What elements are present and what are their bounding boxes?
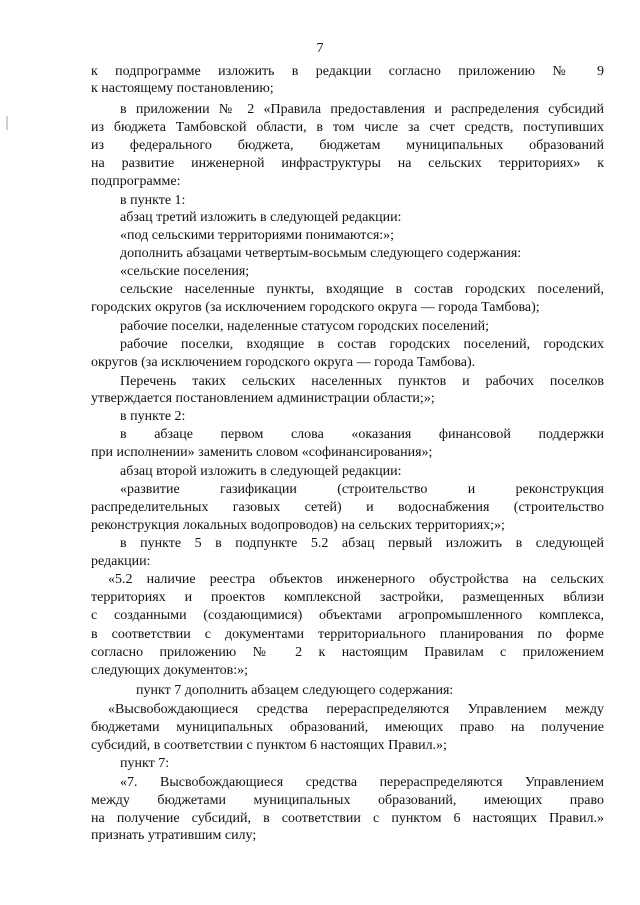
paragraph-line: на развитие инженерной инфраструктуры на сельских территориях» к: [91, 156, 604, 171]
paragraph-line: распределительных газовых сетей) и водоснабжения (строительство: [91, 500, 604, 515]
paragraph-line: на получение субсидий, в соответствии с пунктом 6 настоящих Правил.»: [91, 811, 604, 826]
paragraph-line: редакции:: [91, 554, 151, 569]
paragraph-line: при исполнении» заменить словом «софинансирования»;: [91, 445, 433, 460]
paragraph-line: из федерального бюджета, бюджетам муниципальных образований: [91, 138, 604, 153]
paragraph-line: Перечень таких сельских населенных пунктов и рабочих поселков: [120, 374, 604, 389]
paragraph-line: бюджетами муниципальных образований, имеющих право на получение: [91, 720, 604, 735]
paragraph-line: в пункте 5 в подпункте 5.2 абзац первый изложить в следующей: [120, 536, 604, 551]
paragraph-line: «Высвобождающиеся средства перераспределяются Управлением между: [108, 702, 604, 717]
paragraph-line: согласно приложению № 2 к настоящим Правилам с приложением: [91, 645, 604, 660]
paragraph-line: округов (за исключением городского округа — города Тамбова).: [91, 355, 476, 370]
paragraph-line: между бюджетами муниципальных образований, имеющих право: [91, 793, 604, 808]
paragraph-line: «5.2 наличие реестра объектов инженерного обустройства на сельских: [108, 572, 604, 587]
paragraph-line: рабочие поселки, наделенные статусом городских поселений;: [120, 319, 490, 334]
paragraph-line: сельские населенные пункты, входящие в состав городских поселений,: [120, 282, 604, 297]
paragraph-line: подпрограмме:: [91, 174, 181, 189]
paragraph-line: реконструкция локальных водопроводов) на сельских территориях;»;: [91, 518, 505, 533]
paragraph-line: в абзаце первом слова «оказания финансовой поддержки: [120, 427, 604, 442]
paragraph-line: из бюджета Тамбовской области, в том числе за счет средств, поступивших: [91, 120, 604, 135]
paragraph-line: «развитие газификации (строительство и реконструкция: [120, 482, 604, 497]
paragraph-line: рабочие поселки, входящие в состав городских поселений, городских: [120, 337, 604, 352]
paragraph-line: «под сельскими территориями понимаются:»;: [120, 228, 395, 243]
paragraph-line: к подпрограмме изложить в редакции согласно приложению № 9: [91, 64, 604, 79]
paragraph-line: признать утратившим силу;: [91, 828, 257, 843]
paragraph-line: пункт 7:: [120, 756, 170, 771]
paragraph-line: пункт 7 дополнить абзацем следующего содержания:: [136, 683, 454, 698]
paragraph-line: в пункте 1:: [120, 193, 186, 208]
paragraph-line: дополнить абзацами четвертым-восьмым следующего содержания:: [120, 246, 522, 261]
page-number: 7: [316, 41, 324, 56]
paragraph-line: с созданными (создающимися) объектами агропромышленного комплекса,: [91, 608, 604, 623]
paragraph-line: абзац третий изложить в следующей редакции:: [120, 210, 402, 225]
paragraph-line: городских округов (за исключением городского округа — города Тамбова);: [91, 300, 540, 315]
paragraph-line: к настоящему постановлению;: [91, 81, 274, 96]
paragraph-line: в приложении № 2 «Правила предоставления и распределения субсидий: [120, 102, 604, 117]
paragraph-line: утверждается постановлением администрации области;»;: [91, 391, 435, 406]
paragraph-line: «сельские поселения;: [120, 264, 250, 279]
paragraph-line: следующих документов:»;: [91, 663, 249, 678]
paragraph-line: территориях и проектов комплексной застройки, размещенных вблизи: [91, 590, 604, 605]
paragraph-line: абзац второй изложить в следующей редакции:: [120, 464, 402, 479]
paragraph-line: в пункте 2:: [120, 409, 186, 424]
paragraph-line: субсидий, в соответствии с пунктом 6 настоящих Правил.»;: [91, 738, 447, 753]
margin-mark: [6, 116, 8, 130]
paragraph-line: в соответствии с документами территориального планирования по форме: [91, 627, 604, 642]
paragraph-line: «7. Высвобождающиеся средства перераспределяются Управлением: [120, 775, 604, 790]
